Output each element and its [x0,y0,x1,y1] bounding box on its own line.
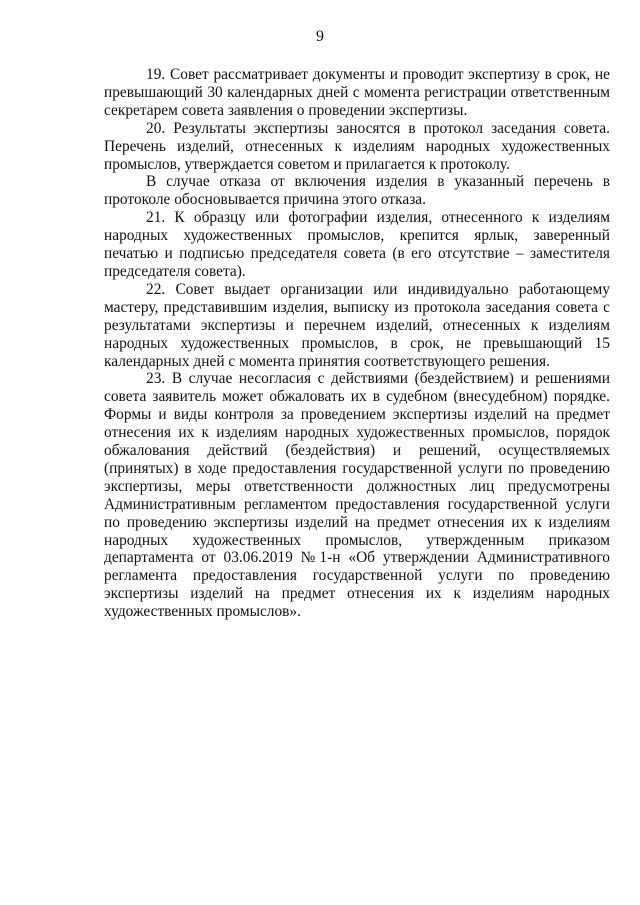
paragraph-21: 21. К образцу или фотографии изделия, отнесенного к изделиям народных художественных промыслов, крепится ярлык, заверенный печатью и подписью председателя совета (в его отсутствие – заместителя председателя совета). [104,209,610,280]
paragraph-19: 19. Совет рассматривает документы и проводит экспертизу в срок, не превышающий 30 календарных дней с момента регистрации ответственным секретарем совета заявления о проведении экспертизы. [104,66,610,119]
paragraph-20: 20. Результаты экспертизы заносятся в протокол заседания совета. Перечень изделий, отнесенных к изделиям народных художественных промыслов, утверждается советом и прилагается к протоколу. [104,119,610,173]
document-body [104,66,610,621]
page-number: 9 [316,28,324,45]
paragraph-20-refusal: В случае отказа от включения изделия в указанный перечень в протоколе обосновывается причина этого отказа. [104,173,610,209]
paragraph-23: 23. В случае несогласия с действиями (бездействием) и решениями совета заявитель может обжаловать их в судебном (внесудебном) порядке. Формы и виды контроля за проведением экспертизы изделий на предмет отнесения их к изделиям народных художественных промыслов, порядок обжалования действий (бездействия) и решений, осуществляемых (принятых) в ходе предоставления государственной услуги по проведению экспертизы, меры ответственности должностных лиц предусмотрены Административным регламентом предоставления государственной услуги по проведению экспертизы изделий на предмет отнесения их к изделиям народных художественных промыслов, утвержденным приказом департамента от 03.06.2019 №1-н «Об утверждении Административного регламента предоставления государственной услуги по проведению экспертизы изделий на предмет отнесения их к изделиям народных художественных промыслов». [104,370,610,621]
paragraph-22: 22. Совет выдает организации или индивидуально работающему мастеру, представившим изделия, выписку из протокола заседания совета с результатами экспертизы и перечнем изделий, отнесенных к изделиям народных художественных промыслов, в срок, не превышающий 15 календарных дней с момента принятия соответствующего решения. [104,280,610,370]
